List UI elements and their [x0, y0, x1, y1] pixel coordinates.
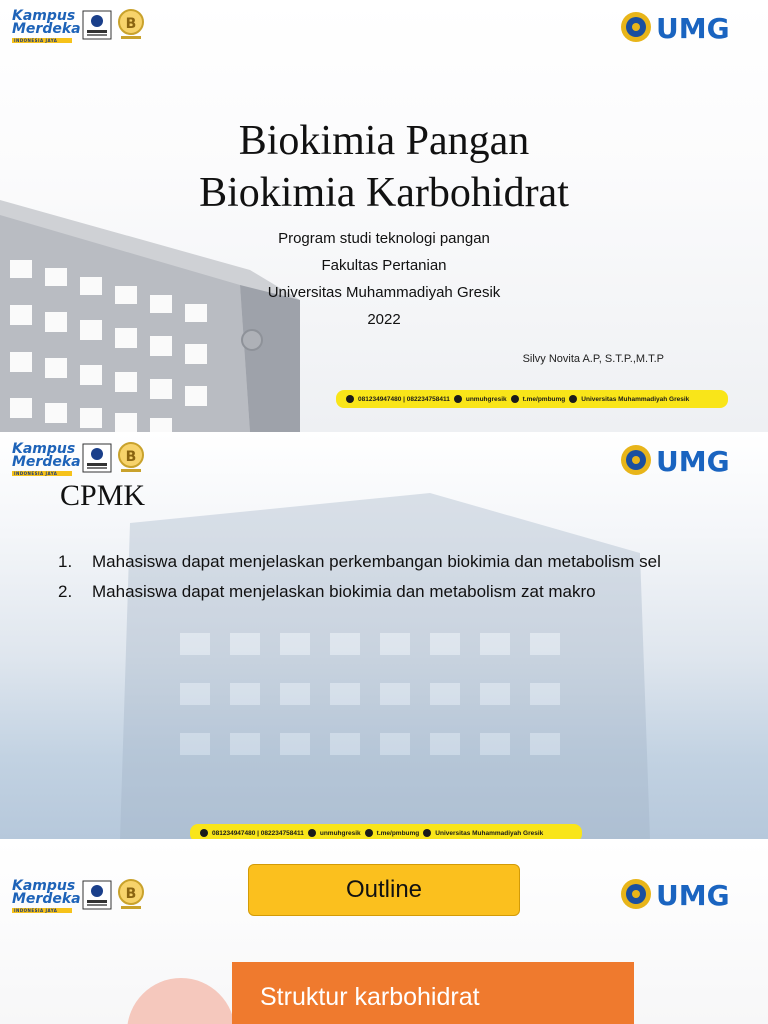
- contact-bar: [336, 390, 728, 408]
- umg-logo: [620, 443, 760, 477]
- decorative-circle: [127, 978, 235, 1024]
- slide-title-line1: Biokimia Pangan: [238, 118, 530, 164]
- outline-slide: [0, 840, 768, 1024]
- social-media-icon: [454, 395, 462, 403]
- outline-item-text: Struktur karbohidrat: [260, 982, 480, 1011]
- kampus-merdeka-logo: [12, 880, 81, 913]
- whatsapp-icon: [200, 829, 208, 837]
- youtube-icon: [423, 829, 431, 837]
- badge-letter: B: [125, 16, 137, 32]
- outline-heading: Outline: [248, 864, 520, 916]
- certification-badge-icon: [82, 880, 112, 910]
- list-item-number: 1.: [58, 552, 73, 571]
- contact-youtube: Universitas Muhammadiyah Gresik: [581, 395, 690, 403]
- telegram-icon: [365, 829, 373, 837]
- contact-phone: 081234947480 | 082234758411: [358, 395, 450, 403]
- kampus-logo-tagline: INDONESIA JAYA: [12, 38, 72, 44]
- cpmk-list: [58, 551, 718, 611]
- list-item-text: Mahasiswa dapat menjelaskan perkembangan biokimia dan metabolism sel: [92, 552, 661, 571]
- certification-badge-icon: [82, 10, 112, 40]
- accreditation-b-icon: [116, 441, 146, 473]
- kampus-logo-line2: Merdeka: [12, 454, 81, 471]
- contact-youtube: Universitas Muhammadiyah Gresik: [435, 829, 544, 837]
- kampus-logo-tagline: INDONESIA JAYA: [12, 908, 72, 914]
- telegram-icon: [511, 395, 519, 403]
- badge-letter: B: [125, 449, 137, 465]
- umg-logo-text: UMG: [656, 879, 730, 911]
- social-media-icon: [308, 829, 316, 837]
- list-item-number: 2.: [58, 582, 73, 601]
- university-text: Universitas Muhammadiyah Gresik: [267, 284, 501, 301]
- outline-item-bar: [232, 962, 634, 1024]
- year-text: 2022: [367, 311, 401, 328]
- contact-social: unmuhgresik: [465, 395, 507, 403]
- kampus-merdeka-logo: [12, 443, 81, 476]
- kampus-logo-tagline: INDONESIA JAYA: [12, 471, 72, 477]
- whatsapp-icon: [346, 395, 354, 403]
- accreditation-b-icon: [116, 878, 146, 910]
- certification-badge-icon: [82, 443, 112, 473]
- faculty-text: Fakultas Pertanian: [321, 257, 447, 274]
- cpmk-title: CPMK: [60, 479, 146, 512]
- umg-logo-text: UMG: [656, 12, 730, 44]
- contact-telegram: t.me/pmbumg: [522, 395, 566, 403]
- umg-logo-text: UMG: [656, 445, 730, 477]
- umg-logo: [620, 877, 760, 911]
- program-text: Program studi teknologi pangan: [278, 230, 490, 247]
- cpmk-slide: [0, 433, 768, 839]
- author-name: Silvy Novita A.P, S.T.P.,M.T.P: [522, 353, 664, 365]
- kampus-logo-line1: Kampus: [12, 441, 76, 457]
- umg-logo: [620, 10, 760, 44]
- contact-phone: 081234947480 | 082234758411: [212, 829, 304, 837]
- contact-social: unmuhgresik: [319, 829, 361, 837]
- youtube-icon: [569, 395, 577, 403]
- title-slide: [0, 0, 768, 432]
- contact-bar: [190, 824, 582, 839]
- kampus-logo-line1: Kampus: [12, 878, 76, 894]
- kampus-merdeka-logo: [12, 10, 81, 43]
- list-item: [58, 551, 718, 573]
- accreditation-b-icon: [116, 8, 146, 40]
- kampus-logo-line2: Merdeka: [12, 891, 81, 908]
- list-item-text: Mahasiswa dapat menjelaskan biokimia dan metabolism zat makro: [92, 582, 596, 601]
- kampus-logo-line2: Merdeka: [12, 21, 81, 38]
- list-item: [58, 581, 718, 603]
- contact-telegram: t.me/pmbumg: [376, 829, 420, 837]
- slide-title-line2: Biokimia Karbohidrat: [199, 170, 569, 216]
- badge-letter: B: [125, 886, 137, 902]
- kampus-logo-line1: Kampus: [12, 8, 76, 24]
- campus-building-image: [0, 0, 768, 432]
